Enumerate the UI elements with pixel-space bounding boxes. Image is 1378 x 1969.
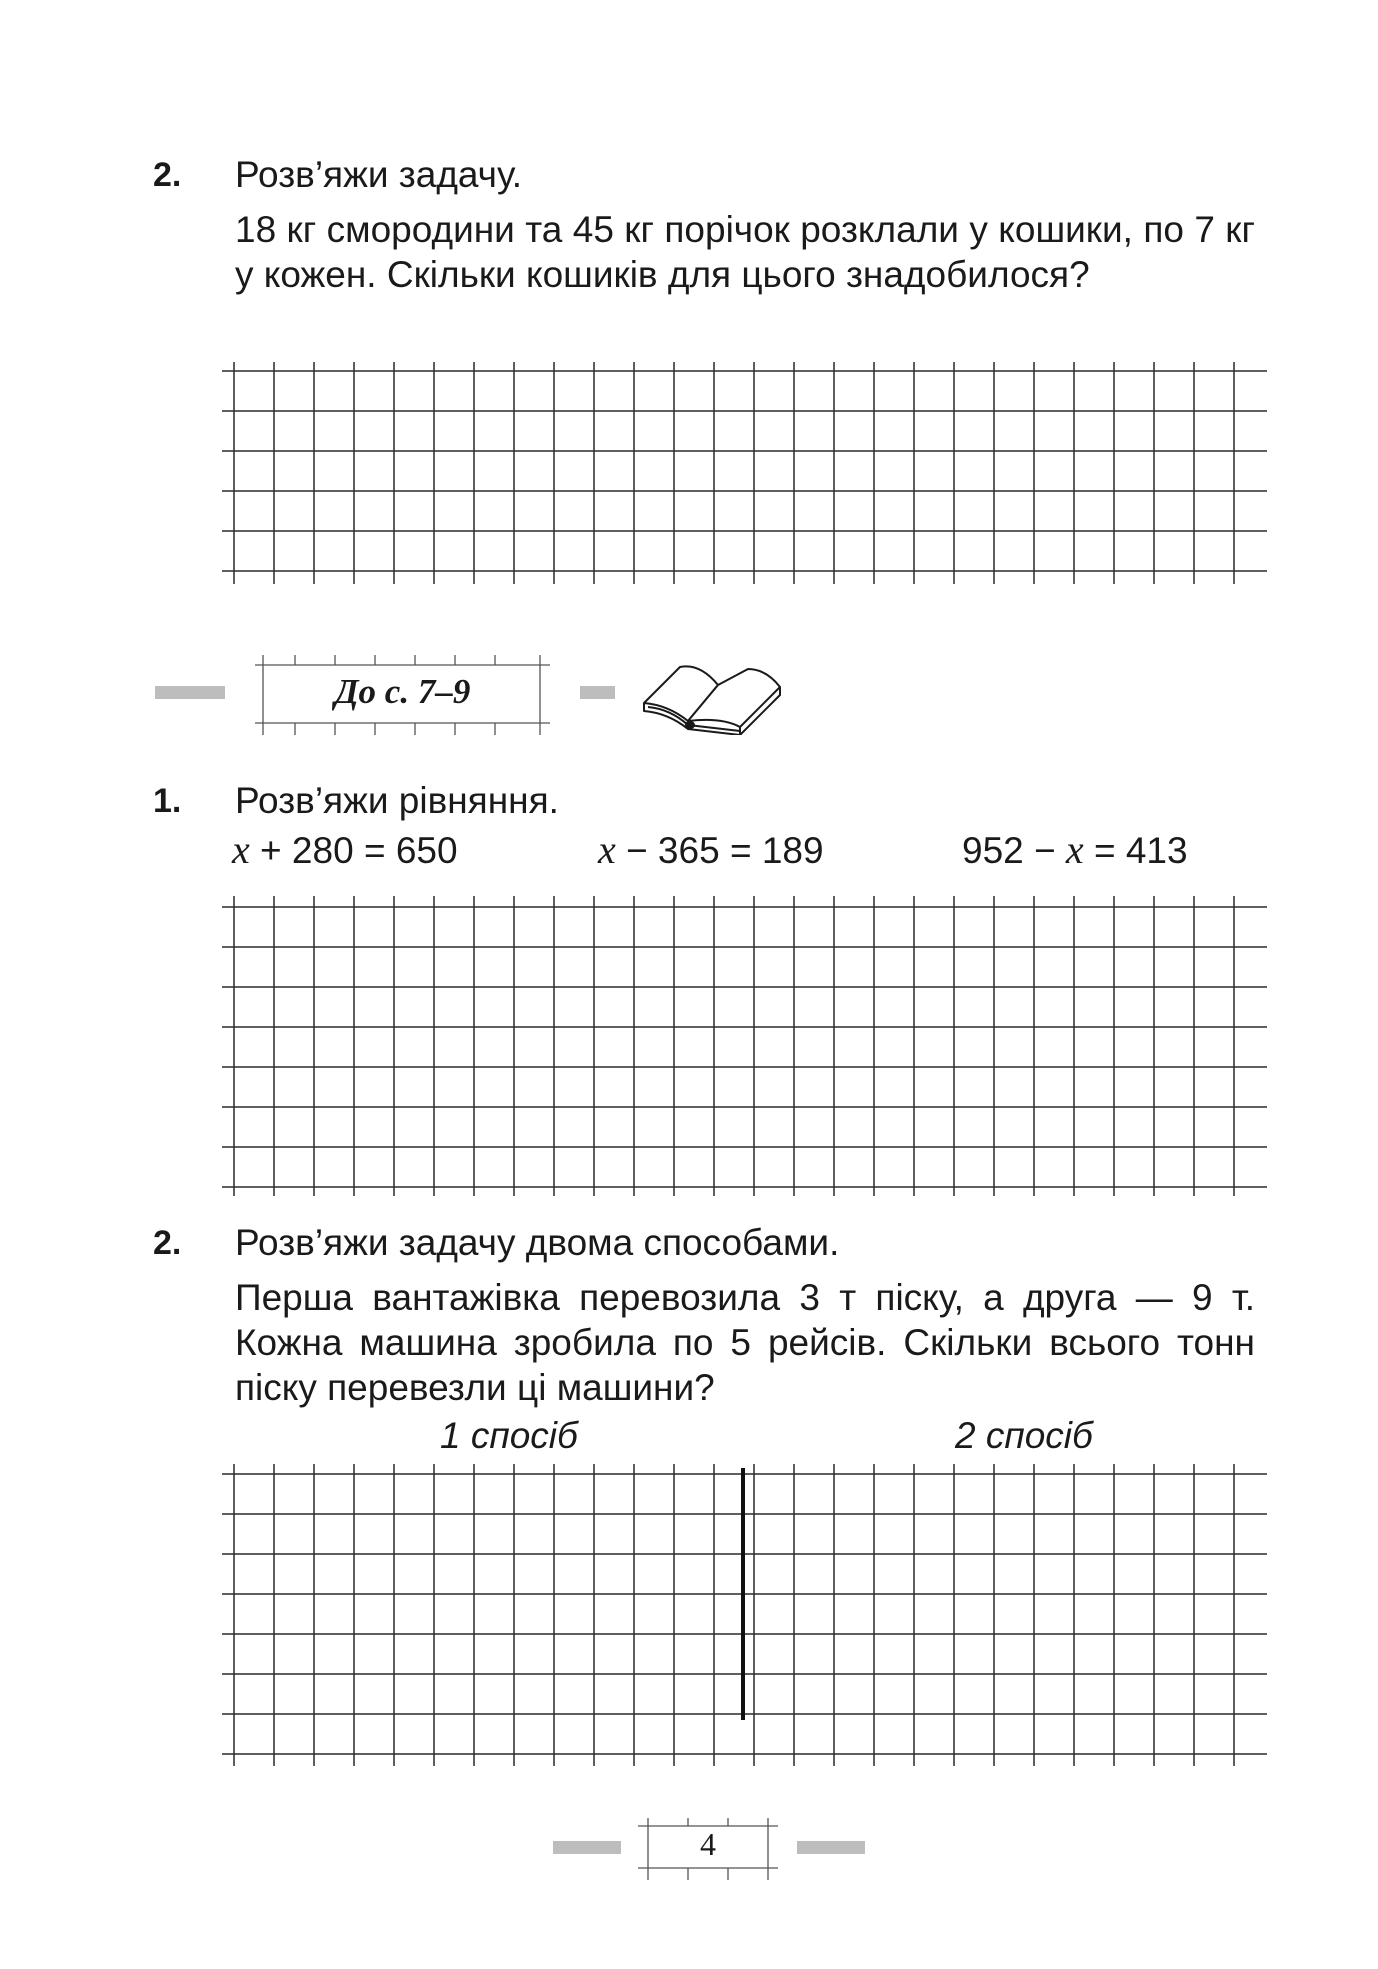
- equation-variable: x: [598, 827, 616, 872]
- task-heading: Розв’яжи задачу.: [235, 154, 523, 195]
- equation-1: [232, 826, 458, 873]
- open-book-icon: [640, 655, 785, 735]
- equation-2: [598, 826, 824, 873]
- section-bar-right: [580, 686, 615, 699]
- equation-variable: x: [232, 827, 250, 872]
- task-number: 2.: [153, 1224, 182, 1262]
- method-1-label: 1 спосіб: [440, 1415, 578, 1456]
- task-number: 2.: [153, 156, 182, 194]
- equation-rest: − 365 = 189: [615, 830, 824, 871]
- answer-grid[interactable]: [222, 362, 1267, 584]
- answer-grid[interactable]: [222, 1464, 1267, 1766]
- answer-grid[interactable]: [222, 896, 1267, 1196]
- page-number: 4: [700, 1826, 716, 1862]
- equation-rest: = 413: [1083, 830, 1188, 871]
- method-2-label: 2 спосіб: [955, 1415, 1093, 1456]
- footer-bar-left: [553, 1841, 621, 1854]
- equation-rest: + 280 = 650: [249, 830, 458, 871]
- section-bar-left: [155, 686, 225, 699]
- task-text: Перша вантажівка перевозила 3 т піску, а друга — 9 т. Кожна машина зробила по 5 рейсів. Скільки всього тонн піску перевезли ці машини?: [235, 1277, 1255, 1408]
- task-number: 1.: [153, 782, 182, 820]
- task-text: 18 кг смородини та 45 кг порічок розклали у кошики, по 7 кг у кожен. Скільки кошиків для цього знадобилося?: [235, 209, 1255, 295]
- task-heading: Розв’яжи задачу двома способами.: [235, 1222, 840, 1263]
- equation-variable: x: [1065, 827, 1084, 872]
- section-label: До с. 7–9: [334, 672, 471, 711]
- footer-bar-right: [797, 1841, 865, 1854]
- equation-prefix: 952 −: [962, 830, 1066, 871]
- equation-3: [962, 826, 1188, 873]
- task-heading: Розв’яжи рівняння.: [235, 780, 559, 821]
